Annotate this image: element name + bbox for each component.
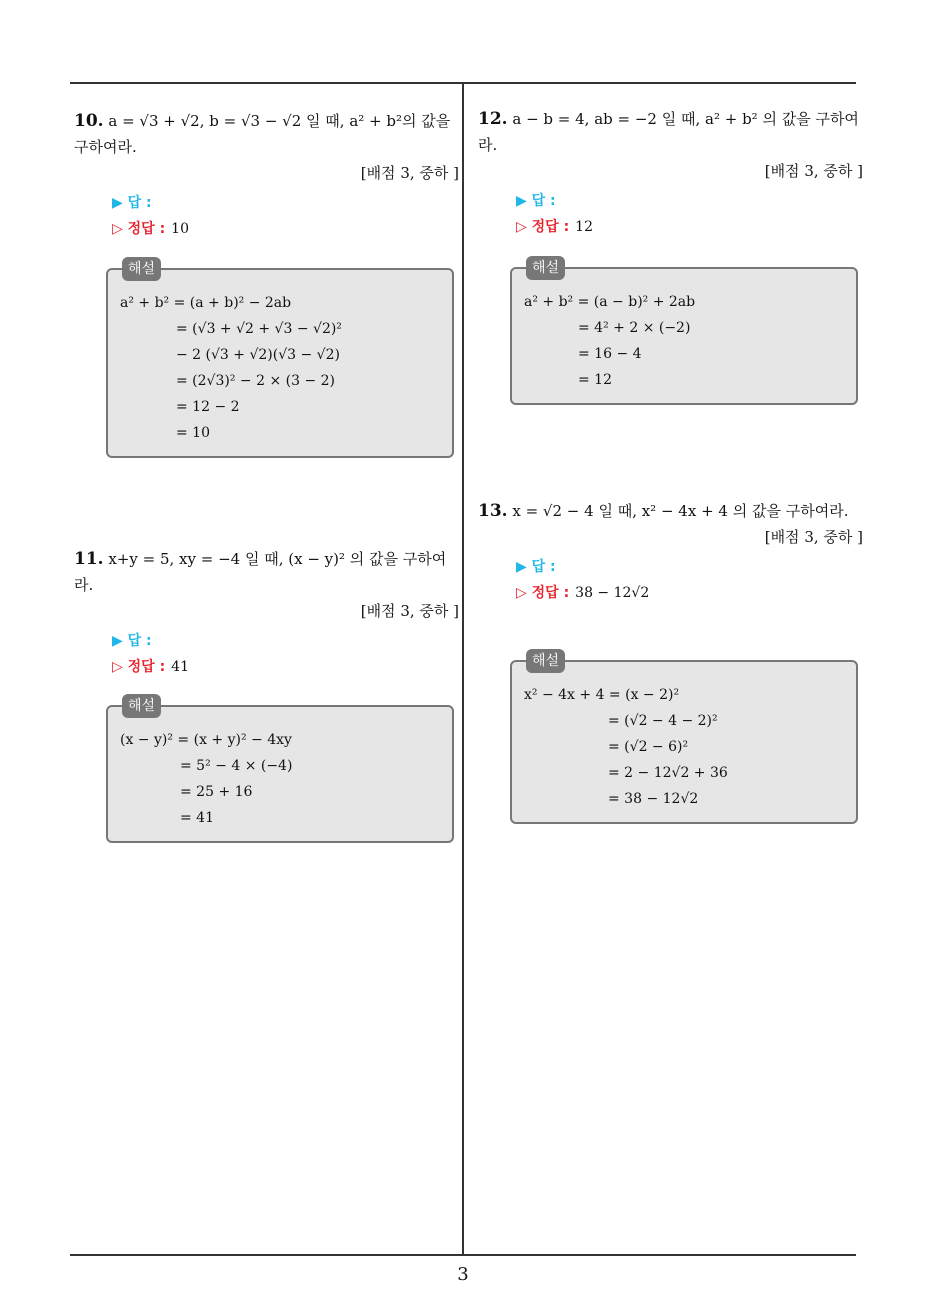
question-number: 13. <box>478 501 508 521</box>
solution-line: = 16 − 4 <box>578 346 642 362</box>
solution-box <box>106 698 454 843</box>
column-divider <box>462 82 464 1256</box>
solution-box <box>510 653 858 824</box>
solution-line: = 4² + 2 × (−2) <box>578 320 691 336</box>
solution-line: x² − 4x + 4 = (x − 2)² <box>524 687 680 703</box>
question-number: 10. <box>74 111 104 131</box>
question-text: a − b = 4, ab = −2 일 때, a² + b² 의 값을 구하여라. <box>478 110 859 154</box>
score-meta: [배점 3, 중하 ] <box>764 162 863 180</box>
solution-line: = 12 − 2 <box>176 399 240 415</box>
solution-line: = 41 <box>180 810 214 826</box>
solution-line: = 12 <box>578 372 612 388</box>
question-2 <box>478 106 863 240</box>
score-meta: [배점 3, 중하 ] <box>764 528 863 546</box>
solution-tag: 해설 <box>526 256 565 280</box>
correct-value: 12 <box>575 219 593 235</box>
solution-line: (x − y)² = (x + y)² − 4xy <box>120 732 292 748</box>
question-0 <box>74 108 459 242</box>
score-meta: [배점 3, 중하 ] <box>360 164 459 182</box>
solution-box <box>106 261 454 458</box>
question-text: a = √3 + √2, b = √3 − √2 일 때, a² + b²의 값을 구하여라. <box>74 112 451 156</box>
solution-line: = (√2 − 4 − 2)² <box>608 713 718 729</box>
solution-line: a² + b² = (a − b)² + 2ab <box>524 294 696 310</box>
correct-answer: ▷ 정답 : 12 <box>516 219 593 235</box>
correct-answer: ▷ 정답 : 41 <box>112 659 189 675</box>
solution-line: = 2 − 12√2 + 36 <box>608 765 728 781</box>
correct-value: 10 <box>171 221 189 237</box>
solution-box <box>510 260 858 405</box>
solution-tag: 해설 <box>122 694 161 718</box>
question-text: x+y = 5, xy = −4 일 때, (x − y)² 의 값을 구하여라. <box>74 550 447 594</box>
question-number: 12. <box>478 109 508 129</box>
question-1 <box>74 546 459 680</box>
solution-tag: 해설 <box>122 257 161 281</box>
solution-line: = 38 − 12√2 <box>608 791 699 807</box>
solution-line: = 5² − 4 × (−4) <box>180 758 293 774</box>
page-number: 3 <box>457 1264 469 1285</box>
correct-value: 38 − 12√2 <box>575 585 650 601</box>
question-text: x = √2 − 4 일 때, x² − 4x + 4 의 값을 구하여라. <box>512 502 849 520</box>
solution-line: = 10 <box>176 425 210 441</box>
answer-label: ▶ 답 : <box>516 193 556 209</box>
correct-value: 41 <box>171 659 189 675</box>
solution-line: − 2 (√3 + √2)(√3 − √2) <box>176 347 340 363</box>
score-meta: [배점 3, 중하 ] <box>360 602 459 620</box>
solution-line: = (√2 − 6)² <box>608 739 689 755</box>
solution-tag: 해설 <box>526 649 565 673</box>
solution-line: = (2√3)² − 2 × (3 − 2) <box>176 373 335 389</box>
correct-answer: ▷ 정답 : 38 − 12√2 <box>516 585 650 601</box>
question-3 <box>478 498 863 606</box>
answer-label: ▶ 답 : <box>112 195 152 211</box>
answer-label: ▶ 답 : <box>112 633 152 649</box>
bottom-rule <box>70 1254 856 1256</box>
solution-line: = (√3 + √2 + √3 − √2)² <box>176 321 342 337</box>
answer-label: ▶ 답 : <box>516 559 556 575</box>
solution-line: a² + b² = (a + b)² − 2ab <box>120 295 292 311</box>
correct-answer: ▷ 정답 : 10 <box>112 221 189 237</box>
question-number: 11. <box>74 549 104 569</box>
solution-line: = 25 + 16 <box>180 784 253 800</box>
